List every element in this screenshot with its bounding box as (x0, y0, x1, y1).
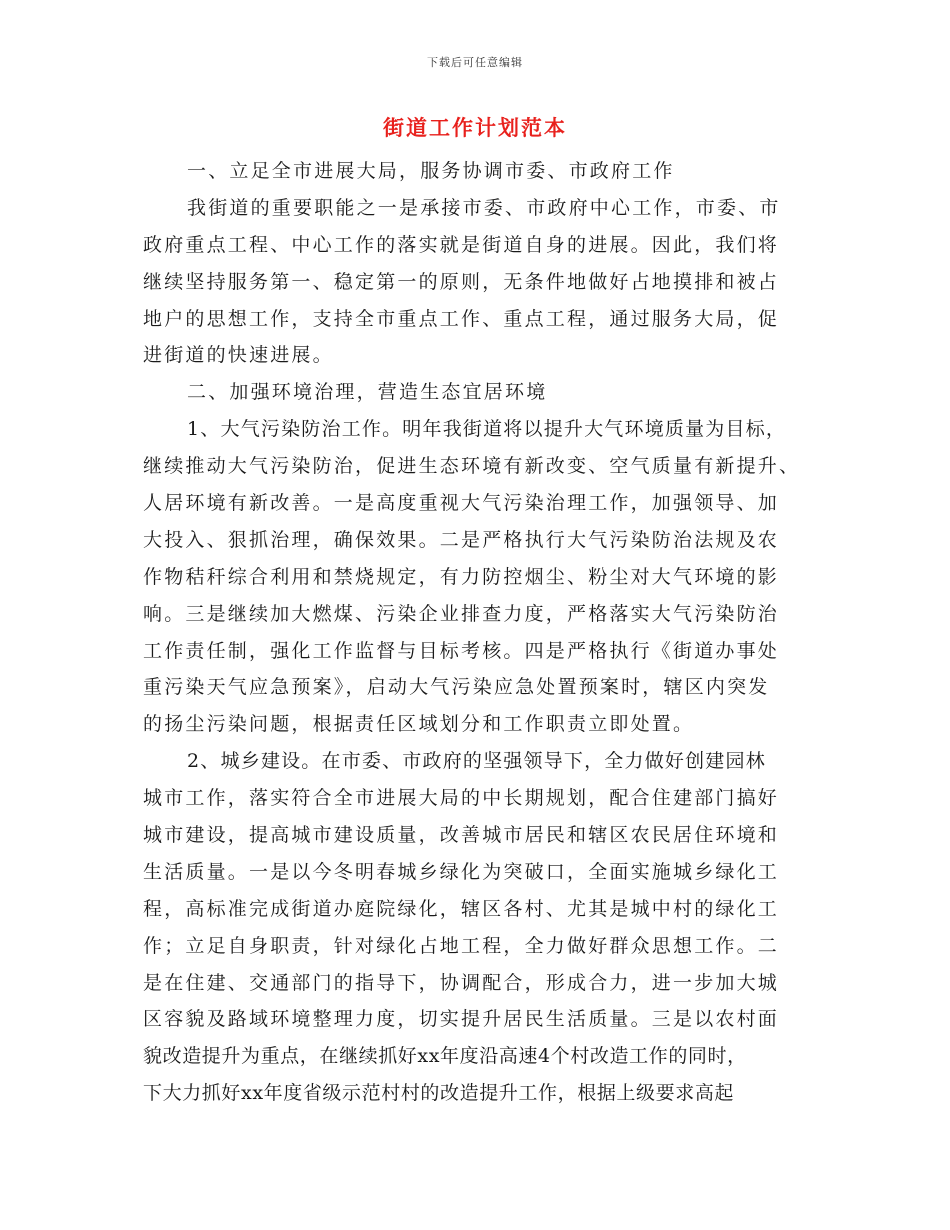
body-text-line: 工作责任制，强化工作监督与目标考核。四是严格执行《街道办事处 (143, 639, 780, 662)
document-body (143, 153, 803, 1112)
body-text-line: 继续坚持服务第一、稳定第一的原则，无条件地做好占地摸排和被占 (143, 270, 780, 293)
body-text-line: 地户的思想工作，支持全市重点工作、重点工程，通过服务大局，促 (143, 307, 780, 330)
body-text-line: 作；立足自身职责，针对绿化占地工程，全力做好群众思想工作。二 (143, 934, 780, 957)
body-text-line: 城市建设，提高城市建设质量，改善城市居民和辖区农民居住环境和 (143, 824, 780, 847)
body-text-line: 是在住建、交通部门的指导下，协调配合，形成合力，进一步加大城 (143, 971, 780, 994)
body-text-line: 程，高标准完成街道办庭院绿化，辖区各村、尤其是城中村的绿化工 (143, 897, 780, 920)
body-text-line: 作物秸秆综合利用和禁烧规定，有力防控烟尘、粉尘对大气环境的影 (143, 565, 780, 588)
body-text-line: 区容貌及路域环境整理力度，切实提升居民生活质量。三是以农村面 (143, 1008, 780, 1031)
body-text-line: 2、城乡建设。在市委、市政府的坚强领导下，全力做好创建园林 (187, 750, 766, 773)
page-header-note: 下载后可任意编辑 (427, 56, 523, 69)
body-text-line: 继续推动大气污染防治，促进生态环境有新改变、空气质量有新提升、 (143, 455, 801, 478)
body-text-line: 1、大气污染防治工作。明年我街道将以提升大气环境质量为目标， (187, 418, 787, 441)
body-text-line: 貌改造提升为重点，在继续抓好xx年度沿高速4个村改造工作的同时， (143, 1045, 747, 1068)
body-text-line: 的扬尘污染问题，根据责任区域划分和工作职责立即处置。 (143, 713, 695, 736)
body-text-line: 下大力抓好xx年度省级示范村村的改造提升工作，根据上级要求高起 (143, 1082, 735, 1105)
body-text-line: 二、加强环境治理，营造生态宜居环境 (187, 381, 548, 404)
body-text-line: 响。三是继续加大燃煤、污染企业排查力度，严格落实大气污染防治 (143, 602, 780, 625)
body-text-line: 城市工作，落实符合全市进展大局的中长期规划，配合住建部门搞好 (143, 787, 780, 810)
body-text-line: 进街道的快速进展。 (143, 344, 334, 367)
document-title: 街道工作计划范本 (383, 115, 567, 140)
body-text-line: 重污染天气应急预案》，启动大气污染应急处置预案时，辖区内突发 (143, 676, 770, 699)
body-text-line: 生活质量。一是以今冬明春城乡绿化为突破口，全面实施城乡绿化工 (143, 860, 780, 883)
body-text-line: 政府重点工程、中心工作的落实就是街道自身的进展。因此，我们将 (143, 233, 780, 256)
body-text-line: 我街道的重要职能之一是承接市委、市政府中心工作，市委、市 (187, 196, 781, 219)
body-text-line: 一、立足全市进展大局，服务协调市委、市政府工作 (187, 160, 675, 182)
body-text-line: 大投入、狠抓治理，确保效果。二是严格执行大气污染防治法规及农 (143, 528, 780, 551)
body-text-line: 人居环境有新改善。一是高度重视大气污染治理工作，加强领导、加 (143, 492, 780, 515)
